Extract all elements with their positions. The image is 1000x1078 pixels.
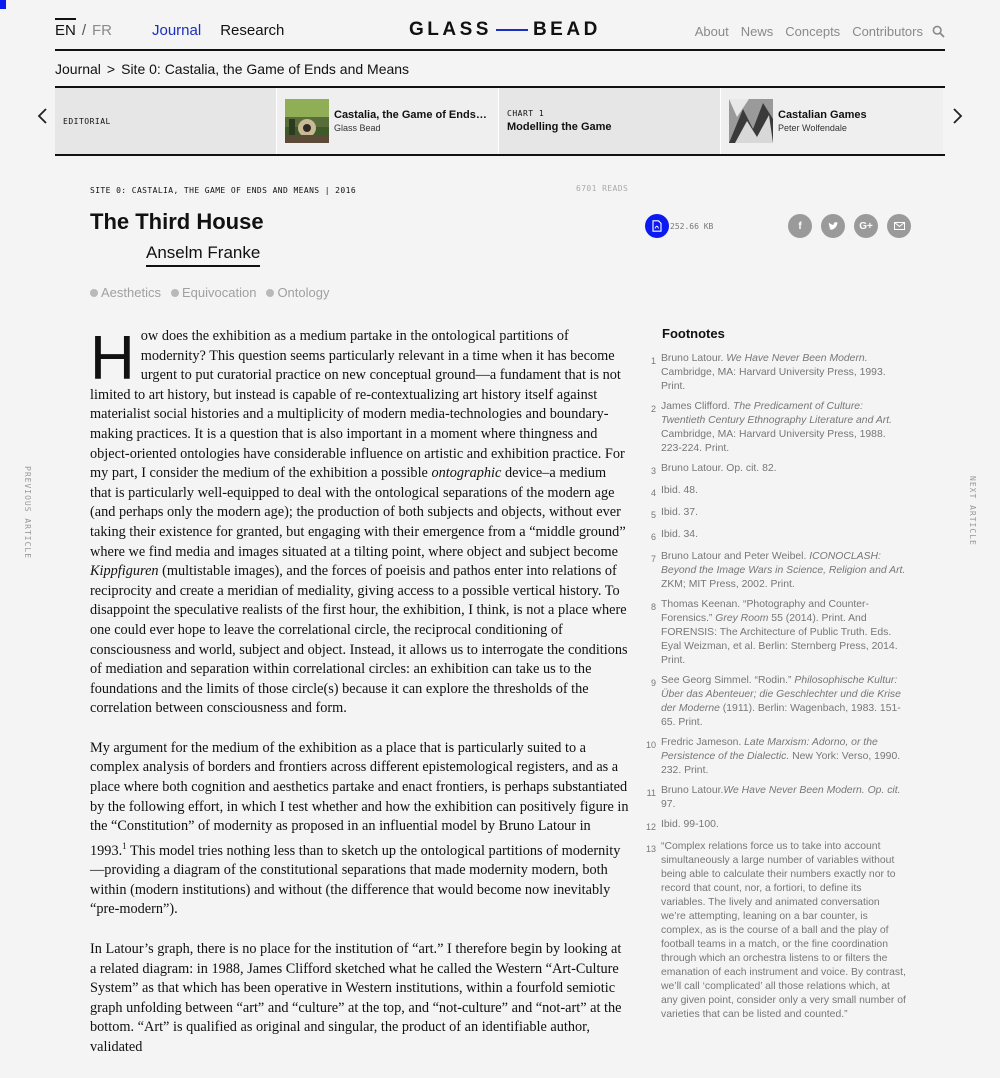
footnote-number[interactable]: 6 [650,532,656,542]
tag-list [90,285,329,300]
footnote-number[interactable]: 9 [650,678,656,688]
tag-dot-icon [171,289,179,297]
footnote-text: Bruno Latour. We Have Never Been Modern. Cambridge, MA: Harvard University Press, 1993. Print. [661,353,886,392]
footnote-text: See Georg Simmel. “Rodin.” Philosophische Kultur: Über das Abenteuer; die Geschlechter und die Krise der Moderne (1911). Berlin: Wagenbach, 1983. 151-65. Print. [661,675,901,728]
footnote-number[interactable]: 2 [650,404,656,414]
footnote-number[interactable]: 11 [646,788,656,798]
nav-news[interactable]: News [740,24,774,39]
lang-separator: / [81,22,87,39]
pdf-icon [652,220,662,232]
footnote-item [645,400,907,456]
footnote-text: Fredric Jameson. Late Marxism: Adorno, or the Persistence of the Dialectic. New York: Verso, 1990. 232. Print. [661,737,901,776]
google-plus-icon: G+ [859,220,873,232]
carousel-item-kicker: CHART 1 [507,109,545,118]
footnote-number[interactable]: 13 [645,844,656,854]
tag-label: Aesthetics [101,285,161,300]
twitter-icon [828,222,839,231]
tag-equivocation[interactable] [171,285,256,300]
previous-article-link[interactable]: PREVIOUS ARTICLE [23,466,32,560]
tag-label: Equivocation [181,285,257,300]
tag-label: Ontology [277,285,330,300]
footnotes-list [645,352,907,1028]
site-header [55,14,945,51]
carousel-item-castalian-games[interactable] [721,88,943,154]
tag-aesthetics[interactable] [90,285,161,300]
footnote-number[interactable]: 5 [650,510,656,520]
breadcrumb-separator: > [106,61,116,77]
footnote-number[interactable]: 4 [650,488,656,498]
footnote-number[interactable]: 3 [650,466,656,476]
lang-en[interactable]: EN [55,18,76,39]
carousel-item-label: EDITORIAL [63,116,111,126]
footnote-item [645,506,907,522]
footnote-item [645,462,907,478]
breadcrumb-journal[interactable]: Journal [55,61,101,77]
footnote-item [645,528,907,544]
pdf-download-button[interactable] [645,214,669,238]
footnote-item [645,598,907,668]
pdf-file-size: 252.66 KB [670,222,714,231]
facebook-share-button[interactable] [788,214,812,238]
footnote-item [645,484,907,500]
logo-left-word: GLASS [409,19,492,40]
carousel-prev-arrow-icon[interactable] [37,108,49,124]
breadcrumb-current[interactable]: Site 0: Castalia, the Game of Ends and Means [121,61,410,77]
footnotes-heading: Footnotes [662,326,725,341]
footnote-item [645,818,907,834]
footnote-text: Ibid. 99-100. [661,819,719,830]
footnote-number[interactable]: 10 [645,740,656,750]
footnote-number[interactable]: 1 [650,356,656,366]
carousel-item-title: Modelling the Game [507,121,612,133]
site-logo[interactable] [409,19,601,41]
reading-progress-indicator [0,0,6,9]
article-carousel [55,86,945,156]
nav-journal[interactable]: Journal [152,22,202,39]
carousel-item-chart[interactable] [499,88,721,154]
nav-concepts[interactable]: Concepts [785,24,841,39]
logo-divider-line [496,29,528,31]
article-body [90,324,630,1078]
carousel-next-arrow-icon[interactable] [951,108,963,124]
article-author[interactable]: Anselm Franke [146,243,260,267]
carousel-item-title: Castalian Games [778,109,867,121]
footnote-text: Bruno Latour. Op. cit. 82. [661,463,777,474]
emphasis-ontographic: ontographic [431,465,502,482]
logo-right-word: BEAD [532,19,601,40]
next-article-link[interactable]: NEXT ARTICLE [968,476,977,546]
footnote-text: Bruno Latour and Peter Weibel. ICONOCLASH: Beyond the Image Wars in Science, Religion and Art. ZKM; MIT Press, 2002. Print. [661,551,906,590]
tag-dot-icon [266,289,274,297]
nav-research[interactable]: Research [220,22,285,39]
carousel-item-castalia[interactable] [277,88,499,154]
share-buttons [788,214,911,238]
footnote-item [645,840,907,1022]
secondary-nav [695,24,923,39]
article-title: The Third House [90,209,264,234]
nav-contributors[interactable]: Contributors [852,24,923,39]
footnote-number[interactable]: 12 [645,822,656,832]
email-share-button[interactable] [887,214,911,238]
footnote-number[interactable]: 8 [650,602,656,612]
castalia-thumbnail-image [285,99,329,143]
article-paragraph: How does the exhibition as a medium partake in the ontological partitions of modernity? This question seems particularly relevant in a time when it has become urgent to put curatorial practice on new conceptual ground—a fundament that is not limited to art history, but instead is capable of re-contextualizing art history itself against materialist social histories and a multiplicity of modern media-technologies and boundary-making practices. It is a question that is also important in a moment where thingness and object-oriented ontologies have considerable influence on artistic and exhibition practice. For my part, I consider the medium of the exhibition a possible ontographic device–a medium that is particularly well-equipped to deal with the ontological separations of the modern age (and perhaps only the modern age); the production of both subjects and objects, without ever taking their existence for granted, but engaging with their emergence from a “middle ground” where we find media and images situated at a tilting point, where object and subject become Kippfiguren (multistable images), and the forces of poeisis and pathos enter into relations of reciprocity and create a meridian of mediality, giving access to a possible vertical history. To disappoint the speculative realists of the first hour, the exhibition, I think, is not a place where one could ever hope to leave the correlational circle, the reciprocal conditioning of consciousness and world, subject and object. Instead, it allows us to interrogate the conditions of mediation and separation within correlational circles: an exhibition can take us to the foundations and the limits of those circle(s) because it can explore the thresholds of the correlation between consciousness and form. [90,324,628,717]
tag-ontology[interactable] [266,285,329,300]
footnote-text: Ibid. 48. [661,485,698,496]
carousel-item-editorial[interactable] [55,88,277,154]
breadcrumb [55,61,409,77]
article-series-label[interactable]: SITE 0: CASTALIA, THE GAME OF ENDS AND MEANS | 2016 [90,186,357,195]
primary-nav [152,22,284,39]
footnote-text: Ibid. 37. [661,507,698,518]
mail-icon [894,222,905,230]
tag-dot-icon [90,289,98,297]
footnote-item [645,674,907,730]
google-plus-share-button[interactable] [854,214,878,238]
footnote-ref-1[interactable]: 1 [122,840,127,851]
emphasis-kippfiguren: Kippfiguren [90,563,159,580]
footnote-text: “Complex relations force us to take into account simultaneously a large number of variables without being able to calculate their numbers exactly nor to record that count, nor, a fortiori, to define its variables. The lively and animated conversation we’re attempting, leaning on a bar counter, is complex, as is the course of a ball and the play of football teams in a match, or the fine coordination through which an orchestra listens to or filters the emanation of each instrument and voice. By contrast, we’ll call ‘complicated’ all those relations which, at any given point, consider only a very small number of varieties that can be listed and counted.” [661,841,906,1020]
carousel-item-subtitle: Peter Wolfendale [778,123,847,133]
article-paragraph: In Latour’s graph, there is no place for the institution of “art.” I therefore begin by looking at a related diagram: in 1988, James Clifford sketched what he called the Western “Art-Culture System” as that which has been operative in Western institutions, within a fourfold semiotic graph unfolding between “art” and “culture” at the top, and “not-culture” and “not-art” at the bottom. “Art” is qualified as original and singular, the product of an identifiable author, validated [90,940,622,1055]
facebook-icon: f [798,220,802,232]
read-count: 6701 READS [576,184,629,193]
footnote-item [645,784,907,812]
search-icon[interactable] [932,25,945,38]
footnote-number[interactable]: 7 [650,554,656,564]
lang-fr[interactable]: FR [92,22,113,39]
language-switcher [55,22,112,39]
footnote-text: James Clifford. The Predicament of Culture: Twentieth Century Ethnography Literature and Art. Cambridge, MA: Harvard University Press, 1988. 223-224. Print. [661,401,893,454]
footnote-text: Thomas Keenan. “Photography and Counter-Forensics.” Grey Room 55 (2014). Print. And FORENSIS: The Architecture of Public Truth. Eds. Eyal Weizman, et al. Berlin: Sternberg Press, 2014. Print. [661,599,898,666]
footnote-text: Bruno Latour.We Have Never Been Modern. Op. cit. 97. [661,785,901,810]
article-paragraph: My argument for the medium of the exhibition as a place that is particularly suited to a complex analysis of borders and frontiers across different epistemological registers, and as a place where both cognition and aesthetics partake and enact frontiers, is perhaps substantiated by the following effort, in which I test whether and how the exhibition can positively figure in the “Constitution” of modernity as proposed in an influential model by Bruno Latour in 1993.$^1$ This model tries nothing less than to sketch up the ontological partitions of modernity—providing a diagram of the constitutional separations that made modernity modern, both within (modern institutions) and without (the difference that would become now inevitably “pre-modern”). [90,739,629,918]
footnote-item [645,550,907,592]
castalian-games-thumbnail-image [729,99,773,143]
carousel-item-title: Castalia, the Game of Ends… [334,109,487,121]
footnote-item [645,736,907,778]
footnote-item [645,352,907,394]
twitter-share-button[interactable] [821,214,845,238]
footnote-text: Ibid. 34. [661,529,698,540]
drop-cap: H [90,324,135,393]
nav-about[interactable]: About [694,24,729,39]
carousel-item-subtitle: Glass Bead [334,123,381,133]
